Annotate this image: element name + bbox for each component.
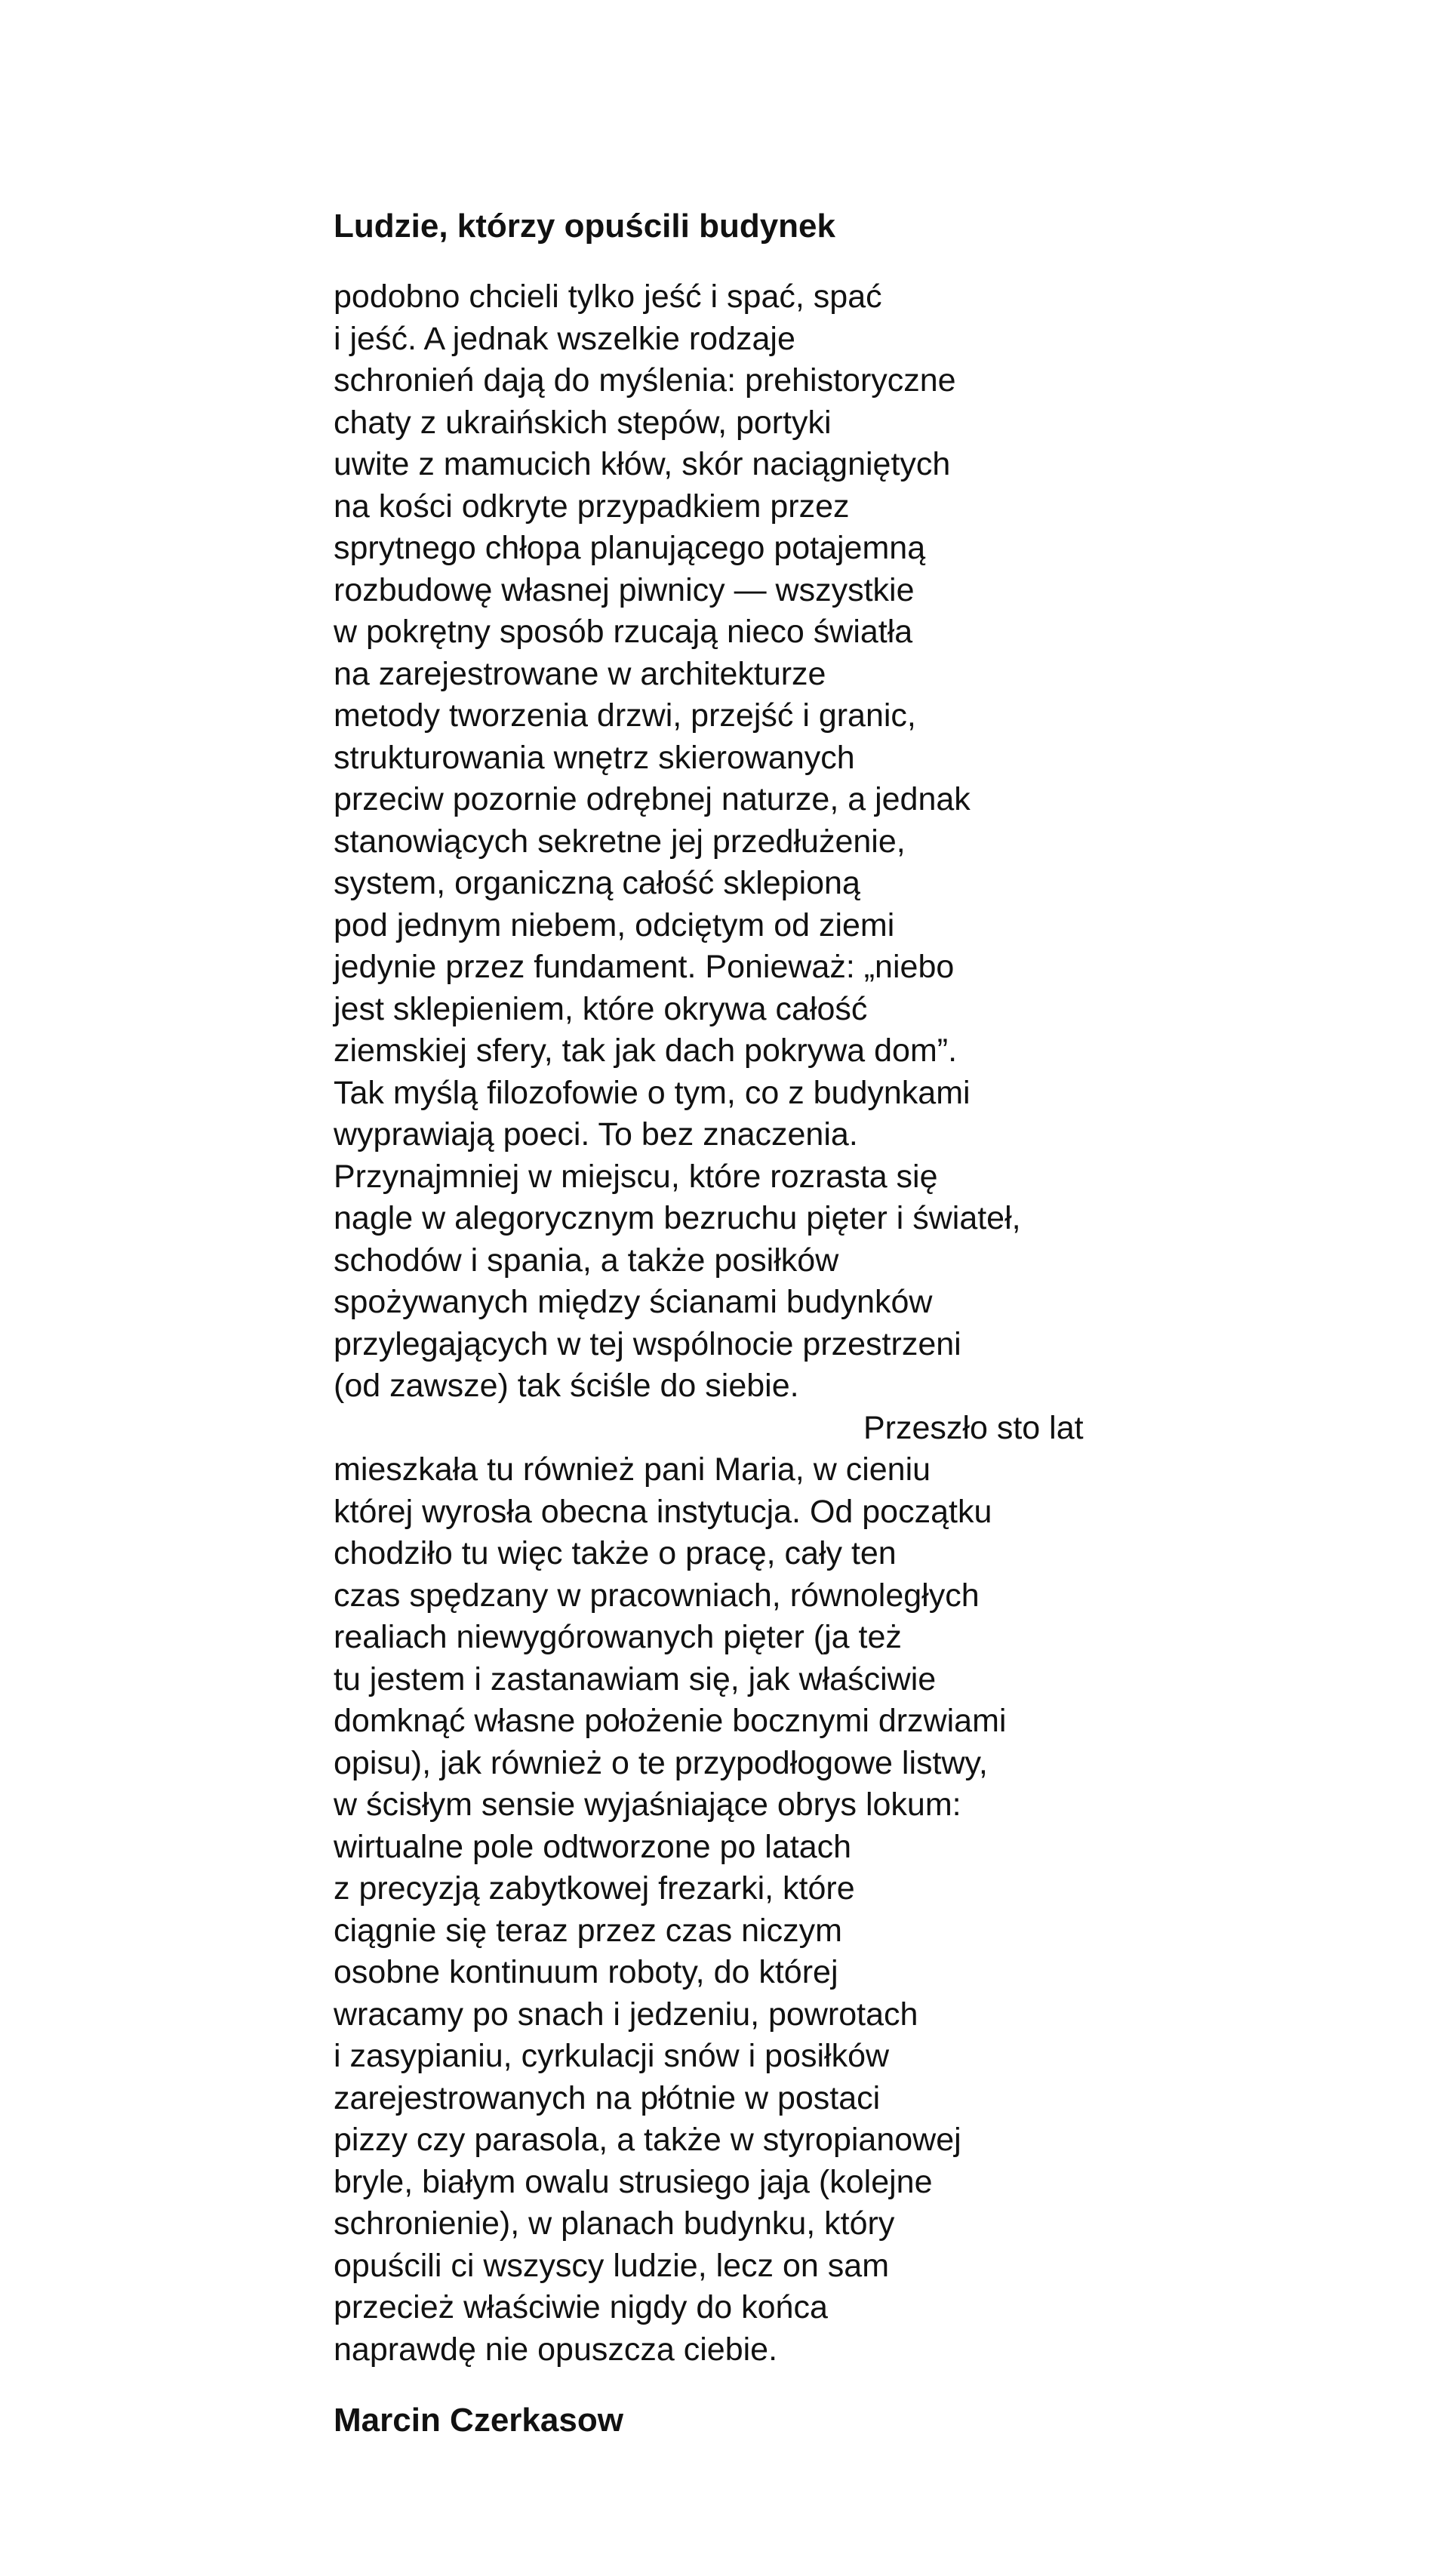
- text-line: opuścili ci wszyscy ludzie, lecz on sam: [334, 2247, 890, 2284]
- text-line: jest sklepieniem, które okrywa całość: [334, 990, 868, 1027]
- text-line: przylegających w tej wspólnocie przestrzeni: [334, 1325, 961, 1362]
- text-line: Przynajmniej w miejscu, które rozrasta się: [334, 1158, 938, 1195]
- text-line: pizzy czy parasola, a także w styropianowej: [334, 2122, 961, 2158]
- text-line: schodów i spania, a także posiłków: [334, 1242, 839, 1279]
- text-line: czas spędzany w pracowniach, równoległych: [334, 1577, 980, 1614]
- text-line: schronienie), w planach budynku, który: [334, 2205, 895, 2242]
- text-line: nagle w alegorycznym bezruchu pięter i świateł,: [334, 1200, 1021, 1236]
- article-body: [334, 276, 1194, 2371]
- text-line: osobne kontinuum roboty, do której: [334, 1954, 838, 1990]
- text-line: w pokrętny sposób rzucają nieco światła: [334, 614, 913, 650]
- text-line: na kości odkryte przypadkiem przez: [334, 488, 850, 525]
- author-name: Marcin Czerkasow: [334, 2402, 623, 2439]
- text-line: chaty z ukraińskich stepów, portyki: [334, 404, 832, 441]
- text-line: (od zawsze) tak ściśle do siebie.: [334, 1368, 799, 1404]
- text-line: w ścisłym sensie wyjaśniające obrys lokum:: [334, 1787, 961, 1823]
- text-line: spożywanych między ścianami budynków: [334, 1284, 933, 1320]
- text-line: i zasypianiu, cyrkulacji snów i posiłków: [334, 2038, 890, 2074]
- text-line: uwite z mamucich kłów, skór naciągniętych: [334, 446, 951, 482]
- text-line: Tak myślą filozofowie o tym, co z budynkami: [334, 1074, 971, 1111]
- text-line: mieszkała tu również pani Maria, w cieniu: [334, 1451, 931, 1488]
- text-line: domknąć własne położenie bocznymi drzwiami: [334, 1703, 1007, 1739]
- article: [334, 205, 1194, 2442]
- text-line: realiach niewygórowanych pięter (ja też: [334, 1619, 902, 1655]
- text-line: ciągnie się teraz przez czas niczym: [334, 1912, 842, 1949]
- text-line: i jeść. A jednak wszelkie rodzaje: [334, 320, 795, 357]
- text-line: pod jednym niebem, odciętym od ziemi: [334, 906, 895, 943]
- text-line: strukturowania wnętrz skierowanych: [334, 739, 855, 776]
- text-line: przeciw pozornie odrębnej naturze, a jednak: [334, 781, 971, 817]
- text-line: wyprawiają poeci. To bez znaczenia.: [334, 1116, 858, 1153]
- text-line: wracamy po snach i jedzeniu, powrotach: [334, 1996, 918, 2033]
- text-line: wirtualne pole odtworzone po latach: [334, 1828, 852, 1865]
- text-line: tu jestem i zastanawiam się, jak właściwie: [334, 1660, 937, 1697]
- article-title: Ludzie, którzy opuścili budynek: [334, 208, 835, 245]
- text-line: chodziło tu więc także o pracę, cały ten: [334, 1535, 897, 1571]
- text-line: podobno chcieli tylko jeść i spać, spać: [334, 279, 882, 315]
- text-line: system, organiczną całość sklepioną: [334, 865, 860, 901]
- text-line: sprytnego chłopa planującego potajemną: [334, 530, 926, 566]
- text-line: z precyzją zabytkowej frezarki, które: [334, 1870, 855, 1907]
- text-line: rozbudowę własnej piwnicy — wszystkie: [334, 571, 915, 608]
- text-line: naprawdę nie opuszcza ciebie.: [334, 2331, 778, 2368]
- text-line: metody tworzenia drzwi, przejść i granic,: [334, 697, 916, 734]
- text-line: jedynie przez fundament. Ponieważ: „niebo: [334, 949, 955, 985]
- text-line: na zarejestrowane w architekturze: [334, 655, 826, 692]
- text-line: zarejestrowanych na płótnie w postaci: [334, 2079, 881, 2116]
- text-line: opisu), jak również o te przypodłogowe listwy,: [334, 1744, 988, 1781]
- text-line: stanowiących sekretne jej przedłużenie,: [334, 823, 906, 860]
- text-line: schronień dają do myślenia: prehistoryczne: [334, 362, 956, 399]
- text-line: ziemskiej sfery, tak jak dach pokrywa dom”.: [334, 1033, 958, 1069]
- text-line: której wyrosła obecna instytucja. Od początku: [334, 1493, 992, 1530]
- indented-text-line: Przeszło sto lat: [863, 1409, 1084, 1446]
- text-line: przecież właściwie nigdy do końca: [334, 2289, 828, 2325]
- text-line: bryle, białym owalu strusiego jaja (kolejne: [334, 2163, 933, 2200]
